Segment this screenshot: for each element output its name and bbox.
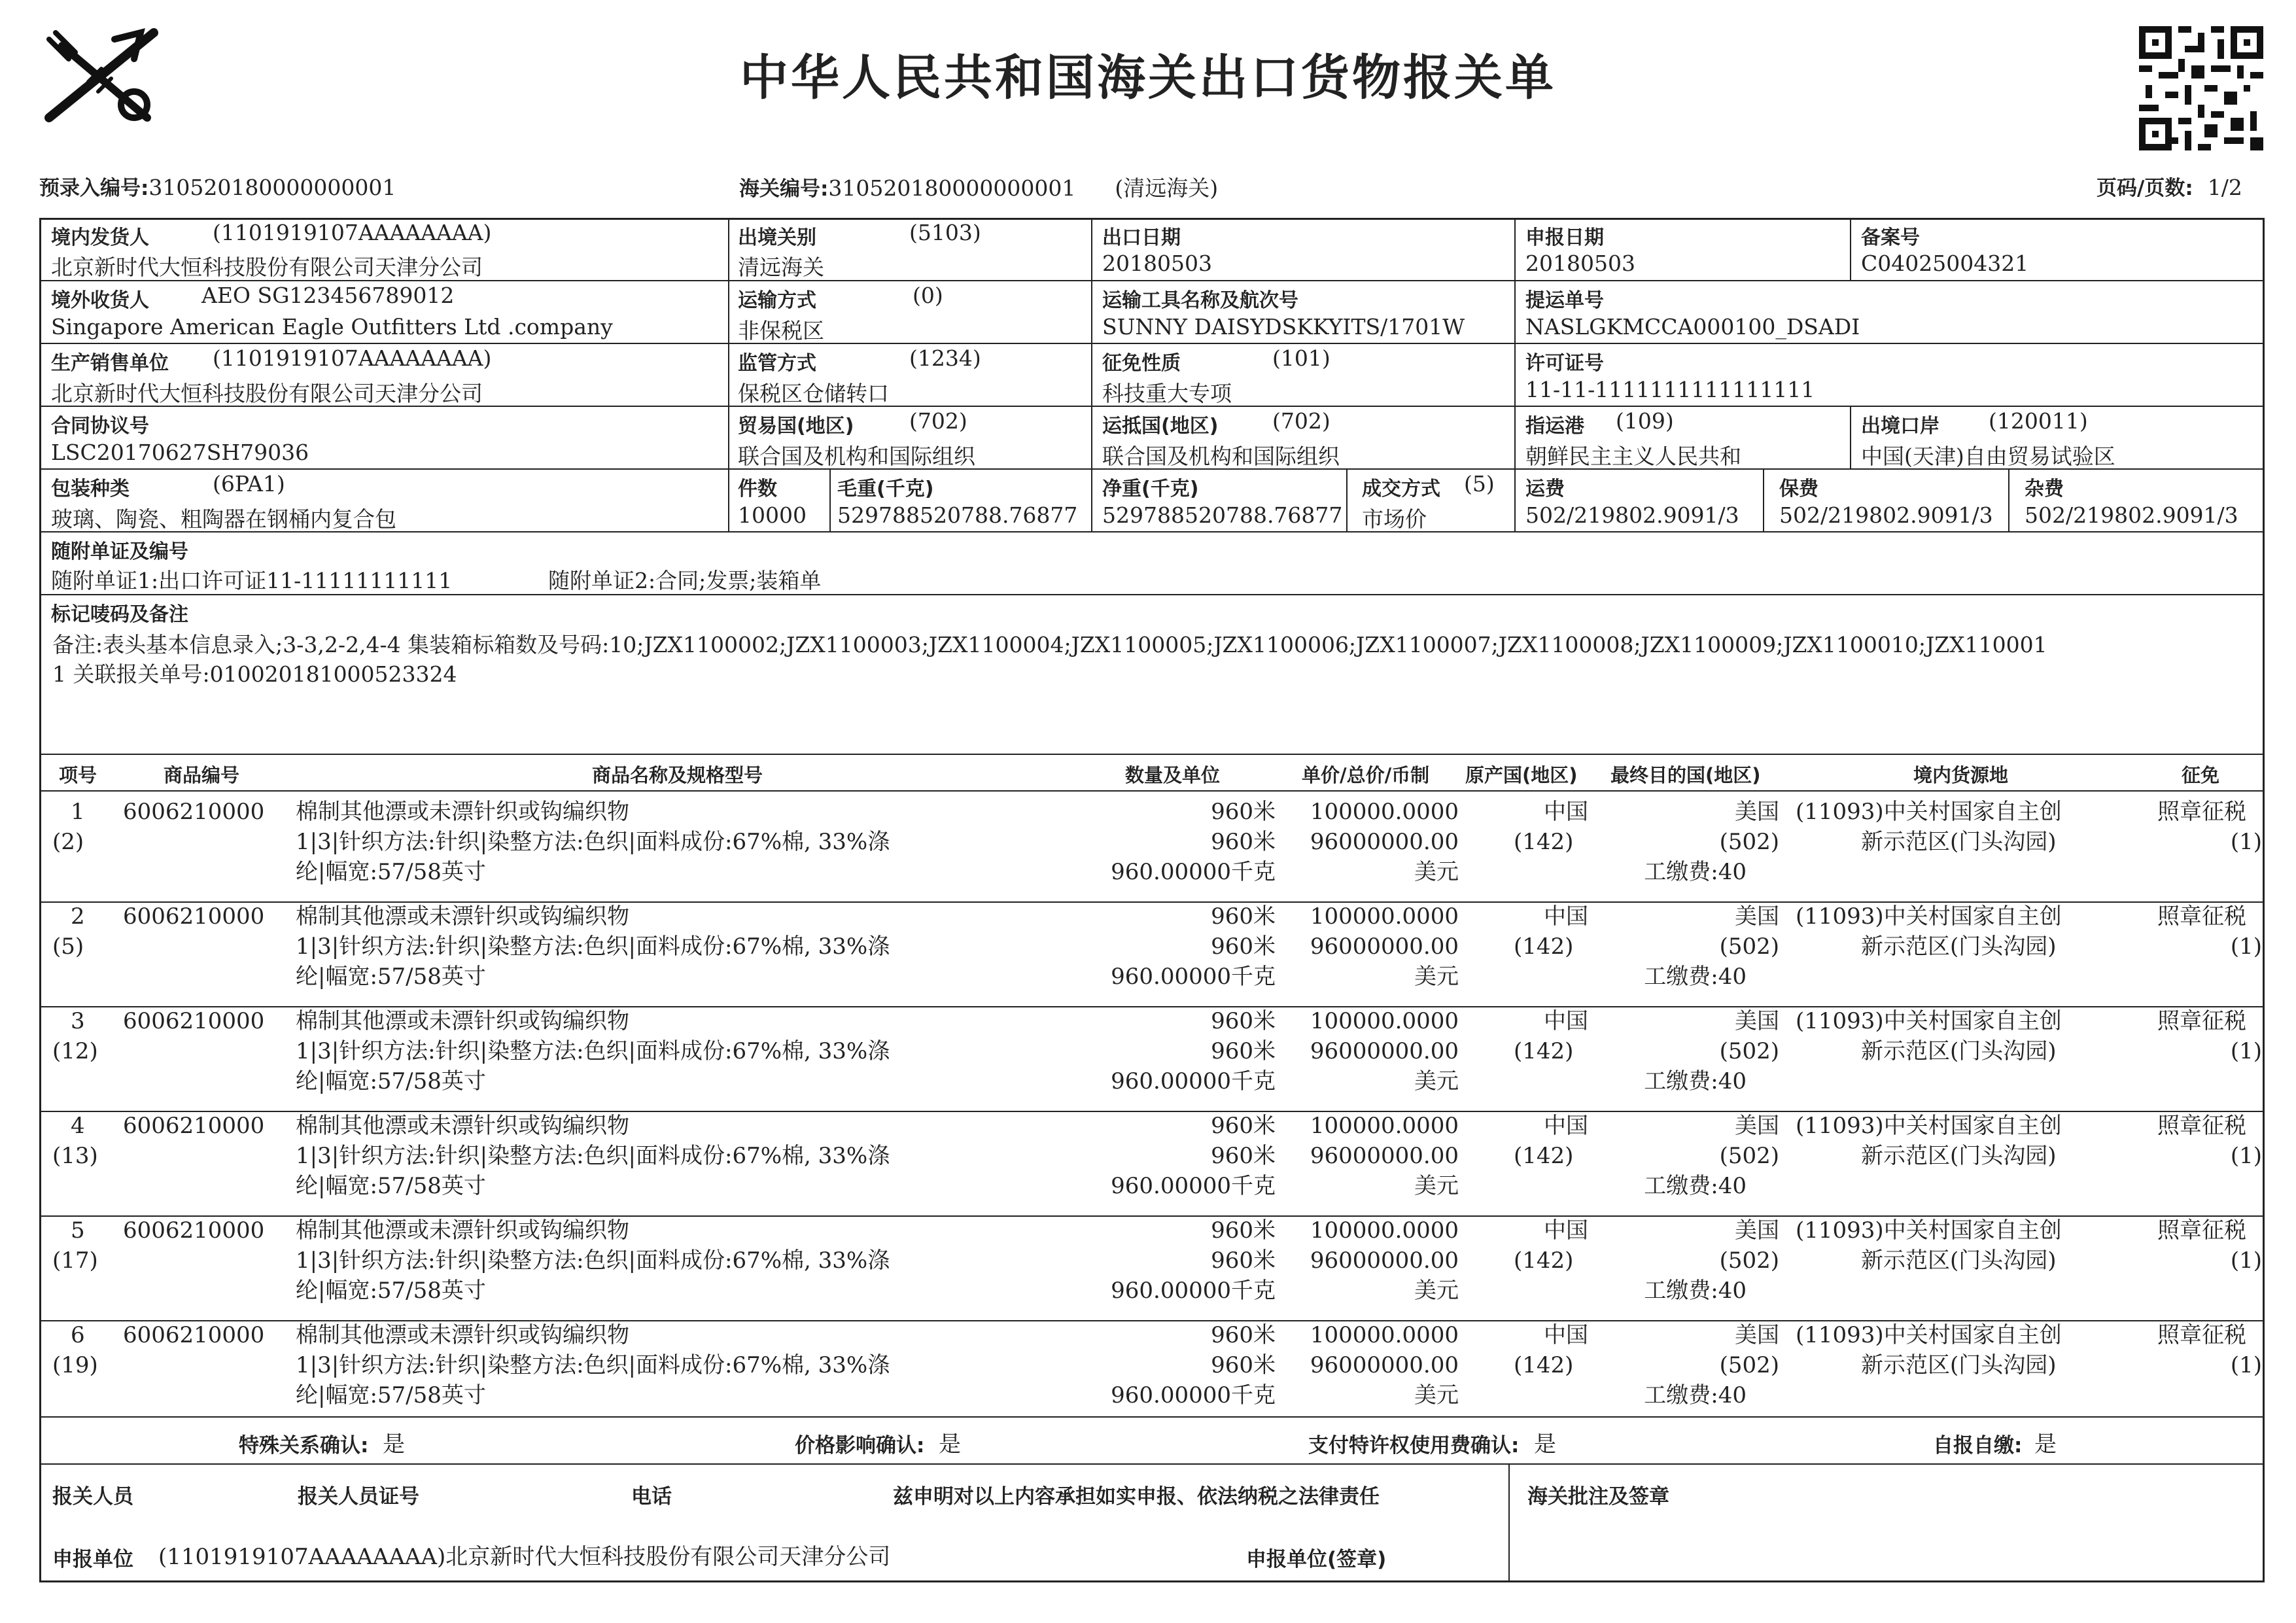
item-seq: (17) bbox=[52, 1248, 98, 1274]
item-qty-3: 960.00000千克 bbox=[1111, 859, 1276, 885]
item-spec-2: 纶|幅宽:57/58英寸 bbox=[296, 964, 486, 990]
item-source-2: 新示范区(门头沟园) bbox=[1861, 1248, 2057, 1274]
item-origin-code: (142) bbox=[1514, 1038, 1574, 1064]
item-origin-code: (142) bbox=[1514, 1248, 1574, 1274]
doc-2: 随附单证2:合同;发票;装箱单 bbox=[548, 568, 822, 593]
item-qty-1: 960米 bbox=[1211, 1322, 1276, 1348]
item-unit-price: 100000.0000 bbox=[1310, 903, 1459, 930]
item-dest: 美国 bbox=[1735, 1008, 1779, 1034]
record-no-label: 备案号 bbox=[1861, 226, 1920, 249]
item-qty-1: 960米 bbox=[1211, 1008, 1276, 1034]
item-qty-1: 960米 bbox=[1211, 799, 1276, 825]
port-code: (109) bbox=[1616, 408, 1674, 434]
freight: 502/219802.9091/3 bbox=[1525, 502, 1739, 528]
item-name: 棉制其他漂或未漂针织或钩编织物 bbox=[296, 1322, 629, 1348]
item-spec-2: 纶|幅宽:57/58英寸 bbox=[296, 1068, 486, 1094]
item-fee: 工缴费:40 bbox=[1644, 1382, 1747, 1408]
item-spec-1: 1|3|针织方法:针织|染整方法:色织|面料成份:67%棉, 33%涤 bbox=[296, 1038, 890, 1064]
item-fee: 工缴费:40 bbox=[1644, 859, 1747, 885]
item-unit-price: 100000.0000 bbox=[1310, 799, 1459, 825]
item-source-1: (11093)中关村国家自主创 bbox=[1796, 1113, 2062, 1139]
docs-label: 随附单证及编号 bbox=[51, 540, 188, 563]
exit-port-label: 出境口岸 bbox=[1861, 415, 1939, 438]
item-levy: 照章征税 bbox=[2157, 799, 2246, 825]
item-seq: (13) bbox=[52, 1143, 98, 1169]
item-levy-code: (1) bbox=[2230, 1038, 2262, 1064]
package-type: 玻璃、陶瓷、粗陶器在钢桶内复合包 bbox=[51, 506, 396, 532]
item-levy-code: (1) bbox=[2230, 1248, 2262, 1274]
item-dest: 美国 bbox=[1735, 1322, 1779, 1348]
vehicle-label: 运输工具名称及航次号 bbox=[1102, 289, 1298, 312]
item-origin-code: (142) bbox=[1514, 1143, 1574, 1169]
marks-label: 标记唛码及备注 bbox=[51, 603, 188, 626]
item-origin-code: (142) bbox=[1514, 1352, 1574, 1378]
port-label: 指运港 bbox=[1525, 415, 1584, 438]
col-header-dest: 最终目的国(地区) bbox=[1610, 764, 1761, 786]
item-qty-2: 960米 bbox=[1211, 934, 1276, 960]
declaring-unit-label: 申报单位 bbox=[52, 1548, 133, 1571]
item-source-1: (11093)中关村国家自主创 bbox=[1796, 1322, 2062, 1348]
item-currency: 美元 bbox=[1414, 964, 1459, 990]
price-impact-value: 是 bbox=[939, 1431, 961, 1457]
levy-label: 征免性质 bbox=[1102, 352, 1181, 375]
item-dest-code: (502) bbox=[1719, 1038, 1779, 1064]
item-origin-code: (142) bbox=[1514, 934, 1574, 960]
item-code: 6006210000 bbox=[123, 1008, 265, 1034]
item-unit-price: 100000.0000 bbox=[1310, 1217, 1459, 1244]
item-levy-code: (1) bbox=[2230, 1352, 2262, 1378]
item-levy: 照章征税 bbox=[2157, 1322, 2246, 1348]
item-seq: (19) bbox=[52, 1352, 98, 1378]
col-header-no: 项号 bbox=[59, 764, 97, 786]
consignee-code: AEO SG123456789012 bbox=[201, 283, 455, 308]
trade-country-code: (702) bbox=[909, 408, 967, 434]
item-code: 6006210000 bbox=[123, 1217, 265, 1244]
item-total-price: 96000000.00 bbox=[1310, 1038, 1459, 1064]
item-no: 1 bbox=[71, 799, 85, 825]
declarant-cert-label: 报关人员证号 bbox=[298, 1485, 419, 1509]
item-levy-code: (1) bbox=[2230, 1143, 2262, 1169]
item-no: 3 bbox=[71, 1008, 85, 1034]
item-source-1: (11093)中关村国家自主创 bbox=[1796, 799, 2062, 825]
exit-port-code: (120011) bbox=[1989, 408, 2088, 434]
table-row bbox=[39, 797, 2265, 901]
exit-customs: 清远海关 bbox=[738, 254, 824, 280]
trade-country-label: 贸易国(地区) bbox=[738, 415, 854, 438]
dest-country-code: (702) bbox=[1272, 408, 1331, 434]
item-source-2: 新示范区(门头沟园) bbox=[1861, 1038, 2057, 1064]
col-header-levy: 征免 bbox=[2182, 764, 2220, 786]
transport-mode-label: 运输方式 bbox=[738, 289, 816, 312]
item-levy: 照章征税 bbox=[2157, 1217, 2246, 1244]
item-origin: 中国 bbox=[1544, 799, 1588, 825]
declare-date: 20180503 bbox=[1525, 251, 1635, 276]
net-weight: 529788520788.76877 bbox=[1102, 502, 1343, 528]
table-row bbox=[39, 1320, 2265, 1425]
declare-date-label: 申报日期 bbox=[1525, 226, 1604, 249]
freight-label: 运费 bbox=[1525, 478, 1565, 500]
item-origin-code: (142) bbox=[1514, 829, 1574, 855]
item-unit-price: 100000.0000 bbox=[1310, 1322, 1459, 1348]
item-fee: 工缴费:40 bbox=[1644, 964, 1747, 990]
producer-label: 生产销售单位 bbox=[51, 352, 169, 375]
package-code: (6PA1) bbox=[213, 471, 285, 497]
item-dest-code: (502) bbox=[1719, 1143, 1779, 1169]
declaring-unit-value: (1101919107AAAAAAAA)北京新时代大恒科技股份有限公司天津分公司 bbox=[158, 1544, 891, 1570]
item-qty-1: 960米 bbox=[1211, 1113, 1276, 1139]
item-source-1: (11093)中关村国家自主创 bbox=[1796, 1217, 2062, 1244]
item-source-2: 新示范区(门头沟园) bbox=[1861, 1352, 2057, 1378]
producer-code: (1101919107AAAAAAAA) bbox=[213, 345, 492, 371]
item-origin: 中国 bbox=[1544, 1217, 1588, 1244]
misc-label: 杂费 bbox=[2025, 478, 2064, 500]
page-indicator: 页码/页数: 1/2 bbox=[2096, 175, 2242, 200]
item-name: 棉制其他漂或未漂针织或钩编织物 bbox=[296, 1008, 629, 1034]
vehicle: SUNNY DAISYDSKKYITS/1701W bbox=[1102, 314, 1465, 340]
item-total-price: 96000000.00 bbox=[1310, 829, 1459, 855]
self-pay-label: 自报自缴: bbox=[1933, 1434, 2023, 1457]
item-qty-2: 960米 bbox=[1211, 829, 1276, 855]
special-relation-label: 特殊关系确认: bbox=[239, 1434, 369, 1457]
customs-number: 海关编号:310520180000000001 (清远海关) bbox=[739, 175, 1219, 201]
item-currency: 美元 bbox=[1414, 1278, 1459, 1304]
net-weight-label: 净重(千克) bbox=[1102, 478, 1199, 500]
item-dest: 美国 bbox=[1735, 903, 1779, 930]
item-spec-1: 1|3|针织方法:针织|染整方法:色织|面料成份:67%棉, 33%涤 bbox=[296, 1352, 890, 1378]
item-spec-2: 纶|幅宽:57/58英寸 bbox=[296, 1278, 486, 1304]
item-fee: 工缴费:40 bbox=[1644, 1278, 1747, 1304]
item-origin: 中国 bbox=[1544, 903, 1588, 930]
insurance: 502/219802.9091/3 bbox=[1779, 502, 1993, 528]
pieces: 10000 bbox=[738, 502, 807, 528]
item-spec-2: 纶|幅宽:57/58英寸 bbox=[296, 1382, 486, 1408]
export-date-label: 出口日期 bbox=[1102, 226, 1181, 249]
col-header-qty: 数量及单位 bbox=[1125, 764, 1221, 786]
item-currency: 美元 bbox=[1414, 1382, 1459, 1408]
item-seq: (12) bbox=[52, 1038, 98, 1064]
record-no: C04025004321 bbox=[1861, 251, 2029, 276]
contract-no: LSC20170627SH79036 bbox=[51, 440, 309, 465]
deal-mode: 市场价 bbox=[1362, 506, 1427, 532]
customs-remark-label: 海关批注及签章 bbox=[1527, 1485, 1669, 1509]
item-levy-code: (1) bbox=[2230, 934, 2262, 960]
item-qty-2: 960米 bbox=[1211, 1038, 1276, 1064]
package-label: 包装种类 bbox=[51, 478, 130, 500]
table-row bbox=[39, 1111, 2265, 1215]
pre-entry-number: 预录入编号:310520180000000001 bbox=[39, 175, 396, 200]
table-row bbox=[39, 1006, 2265, 1111]
item-name: 棉制其他漂或未漂针织或钩编织物 bbox=[296, 1113, 629, 1139]
deal-label: 成交方式 bbox=[1362, 478, 1440, 500]
item-qty-3: 960.00000千克 bbox=[1111, 964, 1276, 990]
item-levy: 照章征税 bbox=[2157, 1008, 2246, 1034]
royalty-label: 支付特许权使用费确认: bbox=[1308, 1434, 1520, 1457]
declaration-statement: 兹申明对以上内容承担如实申报、依法纳税之法律责任 bbox=[893, 1485, 1380, 1509]
item-source-2: 新示范区(门头沟园) bbox=[1861, 934, 2057, 960]
declaring-unit-seal-label: 申报单位(签章) bbox=[1246, 1548, 1387, 1571]
marks-line-1: 备注:表头基本信息录入;3-3,2-2,4-4 集装箱标箱数及号码:10;JZX1100002;JZX1100003;JZX1100004;JZX1100005;JZX1100006;JZX1100007;JZX1100008;JZX1100009;JZX1100010;JZX110001 bbox=[52, 632, 2047, 657]
item-total-price: 96000000.00 bbox=[1310, 1248, 1459, 1274]
col-header-source: 境内货源地 bbox=[1913, 764, 2009, 786]
dest-country: 联合国及机构和国际组织 bbox=[1102, 444, 1340, 469]
license-no: 11-11-1111111111111111 bbox=[1525, 377, 1815, 402]
levy-code: (101) bbox=[1272, 345, 1331, 371]
special-relation-value: 是 bbox=[383, 1431, 405, 1457]
item-spec-2: 纶|幅宽:57/58英寸 bbox=[296, 1173, 486, 1199]
item-unit-price: 100000.0000 bbox=[1310, 1113, 1459, 1139]
item-fee: 工缴费:40 bbox=[1644, 1173, 1747, 1199]
supervision-code: (1234) bbox=[909, 345, 981, 371]
item-dest-code: (502) bbox=[1719, 934, 1779, 960]
item-currency: 美元 bbox=[1414, 1068, 1459, 1094]
trade-country: 联合国及机构和国际组织 bbox=[738, 444, 975, 469]
item-source-1: (11093)中关村国家自主创 bbox=[1796, 1008, 2062, 1034]
insurance-label: 保费 bbox=[1779, 478, 1818, 500]
item-code: 6006210000 bbox=[123, 1113, 265, 1139]
royalty-value: 是 bbox=[1534, 1431, 1556, 1457]
item-seq: (2) bbox=[52, 829, 84, 855]
doc-1: 随附单证1:出口许可证11-11111111111 bbox=[51, 568, 453, 593]
item-total-price: 96000000.00 bbox=[1310, 1352, 1459, 1378]
producer-name: 北京新时代大恒科技股份有限公司天津分公司 bbox=[51, 381, 483, 406]
gross-weight: 529788520788.76877 bbox=[837, 502, 1078, 528]
deal-code: (5) bbox=[1464, 471, 1495, 497]
misc-fee: 502/219802.9091/3 bbox=[2025, 502, 2238, 528]
marks-line-2: 1 关联报关单号:010020181000523324 bbox=[52, 661, 457, 687]
item-qty-2: 960米 bbox=[1211, 1352, 1276, 1378]
col-header-origin: 原产国(地区) bbox=[1465, 764, 1578, 786]
self-pay-value: 是 bbox=[2034, 1431, 2057, 1457]
gross-weight-label: 毛重(千克) bbox=[837, 478, 934, 500]
item-name: 棉制其他漂或未漂针织或钩编织物 bbox=[296, 903, 629, 930]
item-dest: 美国 bbox=[1735, 799, 1779, 825]
item-origin: 中国 bbox=[1544, 1322, 1588, 1348]
export-date: 20180503 bbox=[1102, 251, 1212, 276]
supervision-label: 监管方式 bbox=[738, 352, 816, 375]
transport-mode: 非保税区 bbox=[738, 318, 824, 343]
supervision: 保税区仓储转口 bbox=[738, 381, 889, 406]
item-qty-3: 960.00000千克 bbox=[1111, 1278, 1276, 1304]
item-total-price: 96000000.00 bbox=[1310, 1143, 1459, 1169]
document-title: 中华人民共和国海关出口货物报关单 bbox=[740, 50, 1556, 106]
exit-customs-code: (5103) bbox=[909, 220, 981, 245]
item-levy: 照章征税 bbox=[2157, 1113, 2246, 1139]
item-currency: 美元 bbox=[1414, 1173, 1459, 1199]
item-spec-2: 纶|幅宽:57/58英寸 bbox=[296, 859, 486, 885]
item-fee: 工缴费:40 bbox=[1644, 1068, 1747, 1094]
item-code: 6006210000 bbox=[123, 903, 265, 930]
license-label: 许可证号 bbox=[1525, 352, 1604, 375]
item-currency: 美元 bbox=[1414, 859, 1459, 885]
col-header-price: 单价/总价/币制 bbox=[1302, 764, 1430, 786]
exit-customs-label: 出境关别 bbox=[738, 226, 816, 249]
item-qty-2: 960米 bbox=[1211, 1143, 1276, 1169]
qr-code-icon bbox=[2139, 26, 2263, 150]
item-levy: 照章征税 bbox=[2157, 903, 2246, 930]
item-spec-1: 1|3|针织方法:针织|染整方法:色织|面料成份:67%棉, 33%涤 bbox=[296, 934, 890, 960]
item-seq: (5) bbox=[52, 934, 84, 960]
col-header-name: 商品名称及规格型号 bbox=[592, 764, 763, 786]
table-row bbox=[39, 901, 2265, 1006]
item-qty-1: 960米 bbox=[1211, 903, 1276, 930]
levy-nature: 科技重大专项 bbox=[1102, 381, 1232, 406]
item-source-2: 新示范区(门头沟园) bbox=[1861, 829, 2057, 855]
exit-port: 中国(天津)自由贸易试验区 bbox=[1861, 444, 2115, 469]
contract-label: 合同协议号 bbox=[51, 415, 149, 438]
item-dest-code: (502) bbox=[1719, 829, 1779, 855]
item-origin: 中国 bbox=[1544, 1008, 1588, 1034]
item-qty-3: 960.00000千克 bbox=[1111, 1382, 1276, 1408]
item-qty-3: 960.00000千克 bbox=[1111, 1173, 1276, 1199]
item-spec-1: 1|3|针织方法:针织|染整方法:色织|面料成份:67%棉, 33%涤 bbox=[296, 1248, 890, 1274]
item-dest: 美国 bbox=[1735, 1217, 1779, 1244]
item-dest: 美国 bbox=[1735, 1113, 1779, 1139]
price-impact-label: 价格影响确认: bbox=[795, 1434, 925, 1457]
consignee-label: 境外收货人 bbox=[51, 289, 149, 312]
consignee-name: Singapore American Eagle Outfitters Ltd .company bbox=[51, 314, 613, 340]
item-origin: 中国 bbox=[1544, 1113, 1588, 1139]
item-name: 棉制其他漂或未漂针织或钩编织物 bbox=[296, 1217, 629, 1244]
bill-no-label: 提运单号 bbox=[1525, 289, 1604, 312]
shipper-label: 境内发货人 bbox=[51, 226, 149, 249]
item-levy-code: (1) bbox=[2230, 829, 2262, 855]
item-qty-1: 960米 bbox=[1211, 1217, 1276, 1244]
item-source-2: 新示范区(门头沟园) bbox=[1861, 1143, 2057, 1169]
col-header-code: 商品编号 bbox=[164, 764, 240, 786]
port: 朝鲜民主主义人民共和 bbox=[1525, 444, 1741, 469]
table-row bbox=[39, 1215, 2265, 1320]
phone-label: 电话 bbox=[631, 1485, 672, 1509]
item-name: 棉制其他漂或未漂针织或钩编织物 bbox=[296, 799, 629, 825]
item-no: 4 bbox=[71, 1113, 85, 1139]
item-qty-2: 960米 bbox=[1211, 1248, 1276, 1274]
declarant-label: 报关人员 bbox=[52, 1485, 133, 1509]
item-unit-price: 100000.0000 bbox=[1310, 1008, 1459, 1034]
item-qty-3: 960.00000千克 bbox=[1111, 1068, 1276, 1094]
item-source-1: (11093)中关村国家自主创 bbox=[1796, 903, 2062, 930]
item-total-price: 96000000.00 bbox=[1310, 934, 1459, 960]
item-code: 6006210000 bbox=[123, 1322, 265, 1348]
item-spec-1: 1|3|针织方法:针织|染整方法:色织|面料成份:67%棉, 33%涤 bbox=[296, 829, 890, 855]
item-no: 2 bbox=[71, 903, 85, 930]
item-spec-1: 1|3|针织方法:针织|染整方法:色织|面料成份:67%棉, 33%涤 bbox=[296, 1143, 890, 1169]
transport-mode-code: (0) bbox=[913, 283, 943, 308]
item-no: 6 bbox=[71, 1322, 85, 1348]
shipper-name: 北京新时代大恒科技股份有限公司天津分公司 bbox=[51, 254, 483, 280]
item-dest-code: (502) bbox=[1719, 1248, 1779, 1274]
dest-country-label: 运抵国(地区) bbox=[1102, 415, 1219, 438]
bill-no: NASLGKMCCA000100_DSADI bbox=[1525, 314, 1860, 340]
pieces-label: 件数 bbox=[738, 478, 777, 500]
item-dest-code: (502) bbox=[1719, 1352, 1779, 1378]
item-no: 5 bbox=[71, 1217, 85, 1244]
shipper-code: (1101919107AAAAAAAA) bbox=[213, 220, 492, 245]
item-code: 6006210000 bbox=[123, 799, 265, 825]
